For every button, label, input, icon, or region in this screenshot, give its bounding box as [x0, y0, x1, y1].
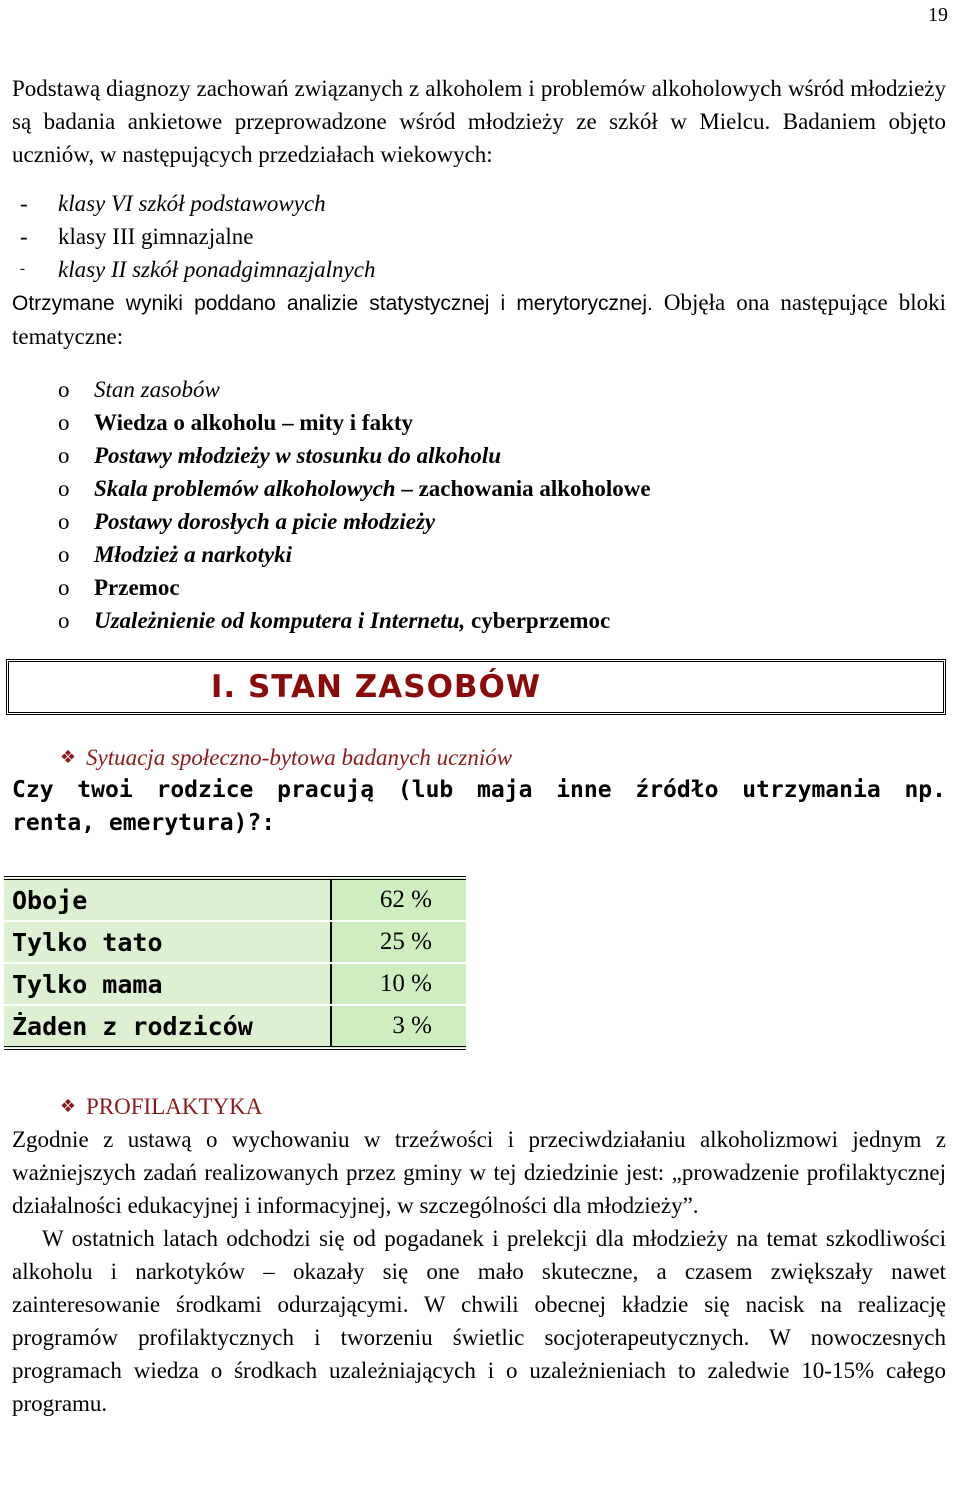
list-dash: -	[20, 191, 28, 216]
list-item	[12, 439, 946, 472]
age-group-list	[12, 187, 946, 286]
list-item	[12, 571, 946, 604]
block-label-extra: – zachowania alkoholowe	[395, 476, 651, 501]
list-dash: -	[20, 261, 25, 277]
list-item	[12, 472, 946, 505]
list-item	[12, 253, 946, 286]
result-label: Żaden z rodziców	[4, 1005, 331, 1048]
list-item	[12, 538, 946, 571]
result-label: Tylko tato	[4, 921, 331, 963]
section-title: I. STAN ZASOBÓW	[210, 669, 542, 705]
result-label: Oboje	[4, 878, 331, 921]
age-group-label: klasy II szkół ponadgimnazjalnych	[58, 257, 376, 282]
block-label: Przemoc	[94, 575, 180, 600]
bullet-o: o	[58, 542, 70, 567]
diamond-bullet-icon: ❖	[59, 747, 76, 768]
results-table	[4, 876, 466, 1050]
bullet-o: o	[58, 443, 70, 468]
document-body	[12, 72, 946, 1420]
bullet-o: o	[58, 575, 70, 600]
block-label: Młodzież a narkotyki	[94, 542, 293, 567]
page-number: 19	[928, 4, 948, 26]
list-item	[12, 220, 946, 253]
thematic-blocks-list	[12, 373, 946, 637]
result-value: 62 %	[331, 878, 466, 921]
subsection-heading	[12, 741, 946, 774]
bullet-o: o	[58, 509, 70, 534]
result-value: 10 %	[331, 963, 466, 1005]
list-dash: -	[20, 224, 28, 249]
table-row	[4, 921, 466, 963]
diamond-bullet-icon: ❖	[59, 1096, 76, 1117]
analysis-serif-text: Objęła ona następujące bloki tematyczne:	[12, 290, 946, 349]
analysis-sans-text: Otrzymane wyniki poddano analizie statystycznej i merytorycznej.	[12, 292, 653, 315]
block-label: Wiedza o alkoholu – mity i fakty	[94, 410, 414, 435]
block-label: Uzależnienie od komputera i Internetu,	[94, 608, 466, 633]
intro-paragraph: Podstawą diagnozy zachowań związanych z alkoholem i problemów alkoholowych wśród młodzieży są badania ankietowe przeprowadzone wśród młodzieży ze szkół w Mielcu. Badaniem objęto uczniów, w następujących przedziałach wiekowych:	[12, 76, 946, 167]
list-item	[12, 406, 946, 439]
result-value: 25 %	[331, 921, 466, 963]
block-label: Stan zasobów	[94, 377, 220, 402]
table-row	[4, 1005, 466, 1048]
table-row	[4, 878, 466, 921]
bullet-o: o	[58, 377, 70, 402]
result-label: Tylko mama	[4, 963, 331, 1005]
survey-question: Czy twoi rodzice pracują (lub maja inne źródło utrzymania np. renta, emerytura)?:	[12, 777, 946, 836]
profilaktyka-paragraph-1: Zgodnie z ustawą o wychowaniu w trzeźwości i przeciwdziałaniu alkoholizmowi jednym z ważniejszych zadań realizowanych przez gminy w tej dziedzinie jest: „prowadzenie profilaktycznej działalności edukacyjnej i informacyjnej, w szczególności dla młodzieży”.	[12, 1127, 946, 1218]
age-group-label: klasy III gimnazjalne	[58, 224, 254, 249]
list-item	[12, 187, 946, 220]
list-item	[12, 604, 946, 637]
block-label: Skala problemów alkoholowych	[94, 476, 396, 501]
result-value: 3 %	[331, 1005, 466, 1048]
bullet-o: o	[58, 410, 70, 435]
section-heading-box	[6, 659, 946, 715]
block-label: Postawy dorosłych a picie młodzieży	[94, 509, 436, 534]
block-label: Postawy młodzieży w stosunku do alkoholu	[94, 443, 502, 468]
table-row	[4, 963, 466, 1005]
profilaktyka-title: PROFILAKTYKA	[86, 1094, 263, 1119]
profilaktyka-heading	[12, 1090, 946, 1123]
profilaktyka-paragraph-2: W ostatnich latach odchodzi się od pogadanek i prelekcji dla młodzieży na temat szkodliwości alkoholu i narkotyków – okazały się one mało skuteczne, a czasem zwiększały nawet zainteresowanie środkami odurzającymi. W chwili obecnej kładzie się nacisk na realizację programów profilaktycznych i tworzeniu świetlic socjoterapeutycznych. W nowoczesnych programach wiedza o środkach uzależniających i o uzależnieniach to zaledwie 10-15% całego programu.	[12, 1226, 946, 1416]
block-label-extra: cyberprzemoc	[465, 608, 611, 633]
age-group-label: klasy VI szkół podstawowych	[58, 191, 326, 216]
subsection-title: Sytuacja społeczno-bytowa badanych uczniów	[86, 745, 513, 770]
list-item	[12, 373, 946, 406]
list-item	[12, 505, 946, 538]
bullet-o: o	[58, 476, 70, 501]
analysis-paragraph	[12, 286, 946, 353]
bullet-o: o	[58, 608, 70, 633]
